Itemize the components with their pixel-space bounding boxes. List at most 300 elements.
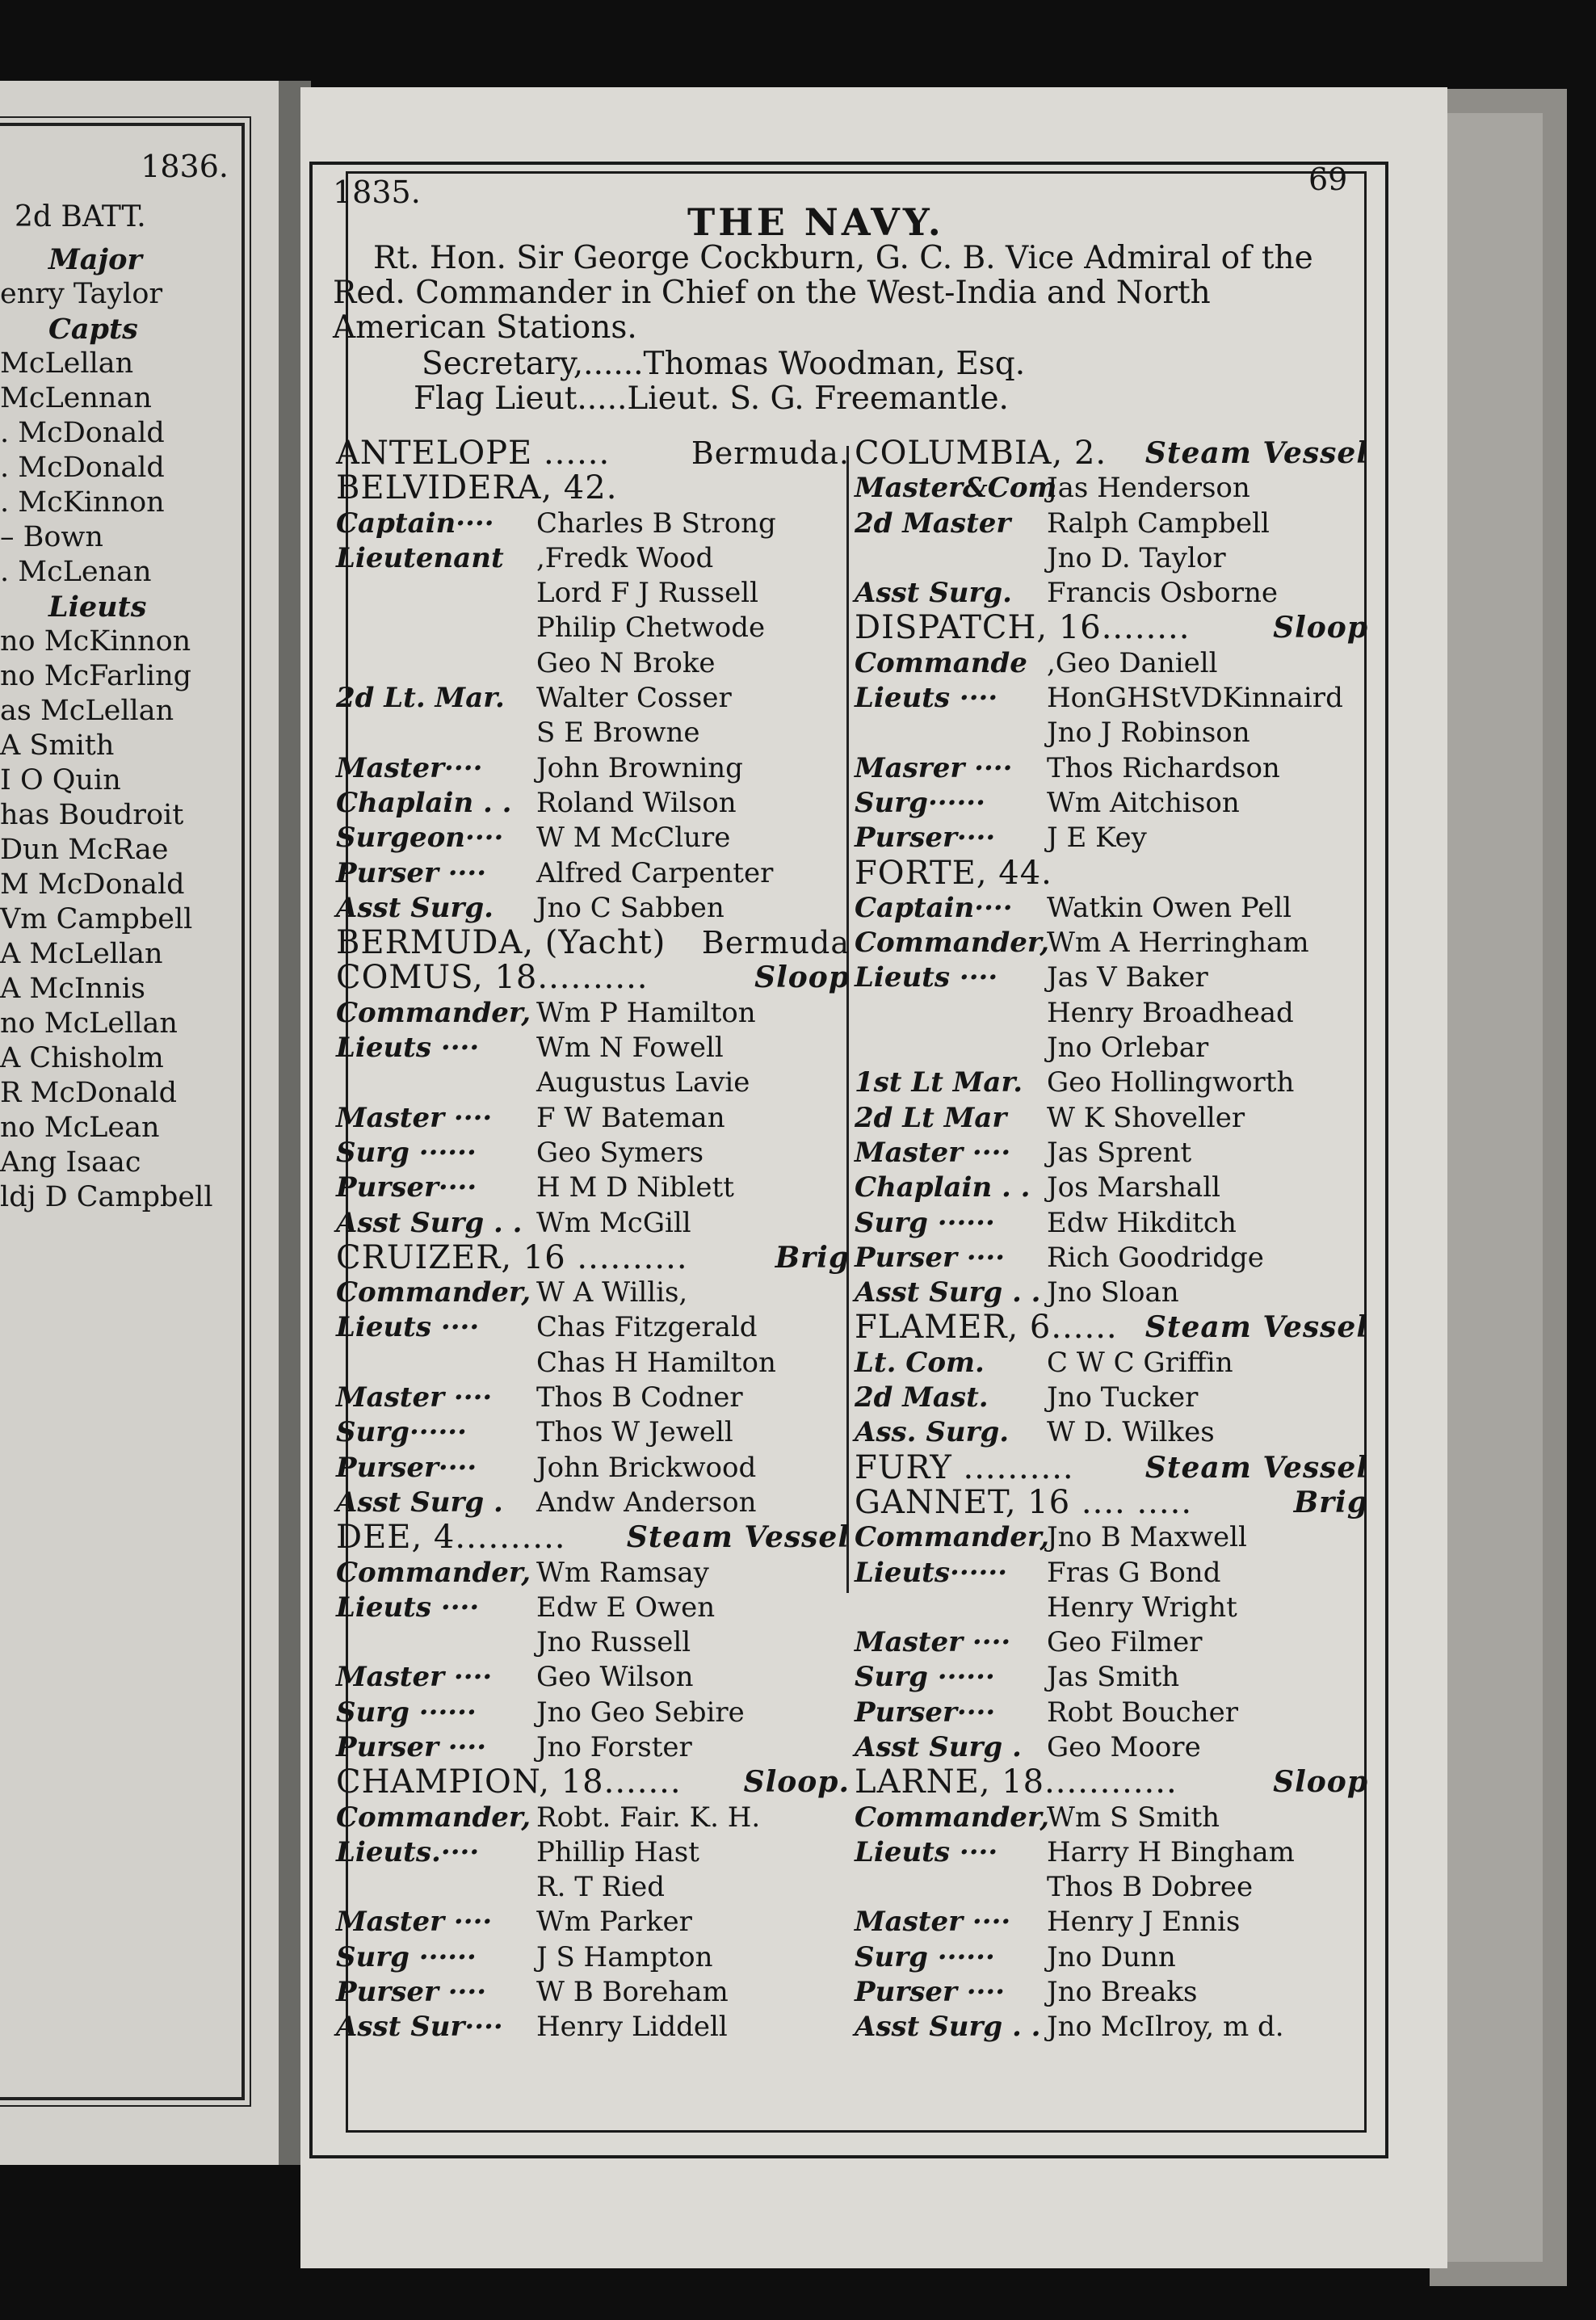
officer-name: Alfred Carpenter <box>536 856 774 889</box>
officer-row <box>336 786 853 821</box>
officer-row <box>855 960 1371 995</box>
officer-row <box>336 1486 853 1520</box>
ship-name: BERMUDA, (Yacht) <box>336 924 666 962</box>
officer-name: Lord F J Russell <box>536 577 758 610</box>
facing-officer-name: A Smith <box>0 729 115 762</box>
officer-row <box>336 1975 853 2010</box>
officer-name: Henry J Ennis <box>1047 1906 1241 1939</box>
officer-rank: Master ···· <box>336 1101 493 1134</box>
facing-officer-name: Dun McRae <box>0 834 169 866</box>
officer-row <box>336 1625 853 1660</box>
officer-name: Wm A Herringham <box>1047 927 1309 960</box>
officer-rank: Surgeon···· <box>336 822 504 855</box>
officer-row <box>855 576 1371 611</box>
ship-name: CRUIZER, 16 .......... <box>336 1238 688 1276</box>
ship-type: Sloop <box>1273 1765 1368 1800</box>
officer-name: Edw Hikditch <box>1047 1206 1237 1239</box>
officer-name: Jno D. Taylor <box>1047 541 1226 574</box>
facing-rank-heading: Lieuts <box>48 591 147 624</box>
officer-row <box>855 1591 1371 1625</box>
officer-rank: Lieuts ···· <box>336 1591 480 1624</box>
officer-rank: Commander, <box>336 996 531 1029</box>
facing-rank-heading: Major <box>48 243 142 276</box>
officer-row <box>855 1660 1371 1695</box>
ship-type: Steam Vessel <box>1144 1310 1368 1345</box>
officer-row <box>855 1206 1371 1241</box>
officer-name: Geo Moore <box>1047 1730 1201 1763</box>
officer-name: Jas Henderson <box>1047 472 1250 505</box>
facing-officer-name: no McFarling <box>0 660 192 692</box>
officer-row <box>855 1940 1371 1975</box>
ship-entry <box>336 1520 853 1555</box>
officer-rank: Asst Surg. <box>855 577 1013 610</box>
officer-row <box>855 716 1371 750</box>
officer-row <box>855 1905 1371 1940</box>
ship-name: FURY .......... <box>855 1448 1074 1486</box>
officer-name: Jno Forster <box>536 1730 692 1763</box>
officer-rank: Purser···· <box>855 822 996 855</box>
officer-name: Henry Liddell <box>536 2011 728 2044</box>
officer-row <box>855 1415 1371 1450</box>
officer-row <box>336 1415 853 1450</box>
officer-row <box>336 891 853 926</box>
ship-entry <box>855 1483 1371 1521</box>
officer-row <box>336 1660 853 1695</box>
officer-rank: Lt. Com. <box>855 1346 985 1379</box>
officer-rank: Master ···· <box>855 1136 1011 1169</box>
officer-name: Thos B Dobree <box>1047 1871 1254 1904</box>
officer-name: Rich Goodridge <box>1047 1241 1264 1274</box>
facing-officer-name: I O Quin <box>0 764 121 796</box>
officer-row <box>855 646 1371 681</box>
officer-row <box>855 1171 1371 1205</box>
officer-rank: Surg ······ <box>336 1696 477 1729</box>
officer-row <box>855 786 1371 821</box>
officer-name: Jno Geo Sebire <box>536 1696 745 1729</box>
officer-name: John Browning <box>536 751 743 784</box>
facing-officer-name: A McLellan <box>0 938 163 970</box>
ship-name: GANNET, 16 .... ..... <box>855 1483 1193 1521</box>
officer-name: R. T Ried <box>536 1871 666 1904</box>
ship-entry <box>855 436 1371 471</box>
officer-row <box>336 1101 853 1136</box>
officer-row <box>336 1730 853 1765</box>
officer-rank: 2d Mast. <box>855 1381 989 1414</box>
ship-type: Steam Vessel <box>1144 1450 1368 1485</box>
officer-name: Edw E Owen <box>536 1591 716 1624</box>
officer-row <box>855 1346 1371 1381</box>
officer-rank: Commander, <box>855 1521 1050 1554</box>
officer-row <box>336 1556 853 1591</box>
ship-name: DEE, 4.......... <box>336 1519 566 1557</box>
officer-name: Wm Aitchison <box>1047 786 1240 819</box>
officer-rank: Purser ···· <box>336 1976 487 2009</box>
facing-officer-name: A Chisholm <box>0 1042 164 1074</box>
officer-row <box>855 996 1371 1031</box>
officer-name: Wm S Smith <box>1047 1801 1220 1834</box>
facing-page-list <box>0 242 242 1215</box>
officer-rank: Captain···· <box>855 891 1013 924</box>
officer-row <box>855 1276 1371 1310</box>
page-edge-inner <box>1446 113 1543 2262</box>
ship-type: Sloop <box>754 960 850 995</box>
officer-row <box>855 1065 1371 1100</box>
ship-station: Bermuda. <box>691 435 850 471</box>
facing-officer-name: no McLellan <box>0 1007 178 1040</box>
officer-rank: Master ···· <box>855 1626 1011 1659</box>
facing-officer-name: McLellan <box>0 347 134 380</box>
ship-type: Steam Vessel <box>626 1520 850 1555</box>
ship-type: Steam Vessel <box>1144 436 1368 470</box>
officer-rank: 2d Master <box>855 506 1011 540</box>
officer-name: Charles B Strong <box>536 506 776 540</box>
facing-officer-name: Vm Campbell <box>0 903 193 935</box>
officer-rank: Master ···· <box>855 1906 1011 1939</box>
officer-row <box>855 1730 1371 1765</box>
officer-name: W M McClure <box>536 822 731 855</box>
officer-rank: Surg ······ <box>855 1661 995 1694</box>
facing-officer-name: M McDonald <box>0 868 185 901</box>
officer-name: Wm N Fowell <box>536 1032 724 1065</box>
officer-name: Francis Osborne <box>1047 577 1279 610</box>
officer-row <box>855 1801 1371 1835</box>
officer-row <box>336 681 853 716</box>
officer-row <box>855 751 1371 786</box>
officer-name: Thos B Codner <box>536 1381 743 1414</box>
officer-row <box>855 506 1371 541</box>
officer-rank: Master ···· <box>336 1661 493 1694</box>
officer-rank: Purser ···· <box>855 1241 1006 1274</box>
facing-page-year: 1836. <box>141 149 229 184</box>
officer-rank: Asst Surg . . <box>855 2011 1041 2044</box>
officer-name: Augustus Lavie <box>536 1066 750 1099</box>
officer-name: Robt. Fair. K. H. <box>536 1801 761 1834</box>
officer-row <box>855 926 1371 960</box>
officer-name: John Brickwood <box>536 1451 757 1484</box>
officer-rank: Lieuts.···· <box>336 1835 480 1868</box>
officer-name: Jno B Maxwell <box>1047 1521 1247 1554</box>
officer-name: Thos Richardson <box>1047 751 1280 784</box>
ship-entry <box>336 1765 853 1800</box>
ship-entry <box>336 926 853 960</box>
officer-name: W K Shoveller <box>1047 1101 1245 1134</box>
officer-rank: Surg······ <box>336 1416 467 1449</box>
officer-rank: Captain···· <box>336 506 494 540</box>
facing-officer-name: R McDonald <box>0 1077 178 1109</box>
facing-officer-name: as McLellan <box>0 695 174 727</box>
officer-row <box>336 856 853 891</box>
ship-name: COMUS, 18.......... <box>336 959 649 997</box>
officer-row <box>855 1136 1371 1171</box>
officer-row <box>336 821 853 855</box>
facing-page <box>0 81 279 2165</box>
ship-name: FORTE, 44. <box>855 854 1052 892</box>
officer-rank: Asst Surg . <box>336 1486 503 1519</box>
officer-name: Jno Russell <box>536 1626 691 1659</box>
officer-name: ,Geo Daniell <box>1047 646 1218 679</box>
officer-row <box>855 1625 1371 1660</box>
officer-rank: Asst Sur···· <box>336 2011 503 2044</box>
officer-rank: Master ···· <box>336 1381 493 1414</box>
officer-name: Philip Chetwode <box>536 612 766 645</box>
officer-name: Watkin Owen Pell <box>1047 891 1292 924</box>
ship-type: Sloop. <box>743 1765 850 1800</box>
officer-rank: Purser ···· <box>855 1976 1006 2009</box>
officer-name: Chas H Hamilton <box>536 1346 776 1379</box>
officer-rank: Lieuts ···· <box>336 1032 480 1065</box>
ship-name: BELVIDERA, 42. <box>336 469 618 507</box>
commander-in-chief: Rt. Hon. Sir George Cockburn, G. C. B. Vice Admiral of the Red. Commander in Chief on the West-India and North American Stations. <box>333 240 1313 346</box>
officer-name: Geo Symers <box>536 1136 704 1169</box>
officer-row <box>336 1206 853 1241</box>
officer-rank: Lieuts ···· <box>855 1835 998 1868</box>
ship-name: CHAMPION, 18....... <box>336 1763 682 1801</box>
secretary-line: Secretary,......Thomas Woodman, Esq. <box>422 346 1026 382</box>
intro-block <box>333 241 1355 416</box>
ship-entry <box>855 856 1371 891</box>
officer-name: Thos W Jewell <box>536 1416 733 1449</box>
officer-name: Geo N Broke <box>536 646 716 679</box>
officer-name: Roland Wilson <box>536 786 737 819</box>
officer-row <box>855 1031 1371 1065</box>
ship-entry <box>336 471 853 506</box>
facing-page-subtitle: 2d BATT. <box>15 200 146 233</box>
officer-rank: Masrer ···· <box>855 751 1013 784</box>
officer-name: F W Bateman <box>536 1101 725 1134</box>
officer-name: ,Fredk Wood <box>536 541 714 574</box>
officer-row <box>855 1696 1371 1730</box>
ship-entry <box>855 611 1371 645</box>
facing-officer-name: has Boudroit <box>0 799 184 831</box>
facing-officer-name: no McLean <box>0 1112 160 1144</box>
officer-row <box>336 1696 853 1730</box>
officer-row <box>855 891 1371 926</box>
left-column <box>336 436 853 2045</box>
officer-name: Jno McIlroy, m d. <box>1047 2011 1284 2044</box>
officer-name: Chas Fitzgerald <box>536 1311 758 1344</box>
officer-name: W B Boreham <box>536 1976 729 2009</box>
officer-name: Jas V Baker <box>1047 961 1208 994</box>
officer-row <box>336 1276 853 1310</box>
officer-row <box>855 541 1371 576</box>
officer-rank: Master ···· <box>336 1906 493 1939</box>
officer-row <box>855 1556 1371 1591</box>
ship-name: ANTELOPE ...... <box>336 435 611 472</box>
right-column <box>855 436 1371 2045</box>
officer-rank: Purser···· <box>336 1171 477 1204</box>
officer-row <box>336 1136 853 1171</box>
officer-rank: Lieuts ···· <box>336 1311 480 1344</box>
officer-name: Harry H Bingham <box>1047 1835 1295 1868</box>
officer-row <box>855 1520 1371 1555</box>
ship-name: LARNE, 18............ <box>855 1763 1178 1801</box>
facing-officer-name: . McDonald <box>0 452 165 484</box>
officer-row <box>336 1591 853 1625</box>
officer-rank: Purser ···· <box>336 1730 487 1763</box>
officer-row <box>336 576 853 611</box>
officer-row <box>336 1870 853 1905</box>
officer-name: Jno Breaks <box>1047 1976 1198 2009</box>
page-year: 1835. <box>333 174 421 210</box>
officer-name: Jas Smith <box>1047 1661 1180 1694</box>
officer-row <box>855 2010 1371 2045</box>
facing-officer-name: . McDonald <box>0 417 165 449</box>
officer-rank: 2d Lt Mar <box>855 1101 1007 1134</box>
officer-rank: Commander, <box>336 1556 531 1589</box>
officer-rank: Master&Com <box>855 472 1057 505</box>
officer-name: Phillip Hast <box>536 1835 699 1868</box>
officer-name: Robt Boucher <box>1047 1696 1238 1729</box>
officer-rank: Asst Surg . . <box>336 1206 523 1239</box>
officer-row <box>336 1381 853 1415</box>
officer-rank: Purser···· <box>336 1451 477 1484</box>
officer-row <box>855 1381 1371 1415</box>
officer-row <box>855 1101 1371 1136</box>
facing-officer-name: ldj D Campbell <box>0 1181 213 1213</box>
officer-rank: Ass. Surg. <box>855 1416 1010 1449</box>
officer-row <box>855 1975 1371 2010</box>
page-title: THE NAVY. <box>687 200 944 244</box>
officer-name: Geo Filmer <box>1047 1626 1203 1659</box>
officer-name: J S Hampton <box>536 1940 713 1973</box>
officer-name: W D. Wilkes <box>1047 1416 1215 1449</box>
officer-row <box>336 646 853 681</box>
ship-name: FLAMER, 6...... <box>855 1309 1118 1347</box>
facing-officer-name: no McKinnon <box>0 625 191 658</box>
officer-name: Geo Wilson <box>536 1661 694 1694</box>
officer-name: J E Key <box>1047 822 1147 855</box>
officer-name: Jno C Sabben <box>536 891 724 924</box>
officer-rank: Lieuts ···· <box>855 961 998 994</box>
officer-row <box>336 1346 853 1381</box>
officer-rank: Commande <box>855 646 1027 679</box>
officer-rank: Lieutenant <box>336 541 504 574</box>
ship-entry <box>855 1765 1371 1800</box>
officer-row <box>336 1171 853 1205</box>
officer-row <box>336 1451 853 1486</box>
officer-name: Jno Sloan <box>1047 1276 1179 1309</box>
facing-officer-name: . McLenan <box>0 556 152 588</box>
officer-name: Wm McGill <box>536 1206 691 1239</box>
facing-officer-name: . McKinnon <box>0 486 165 519</box>
officer-rank: Surg ······ <box>336 1136 477 1169</box>
officer-rank: Asst Surg. <box>336 891 494 924</box>
ship-type: Sloop <box>1273 611 1368 645</box>
officer-row <box>336 506 853 541</box>
officer-row <box>855 471 1371 506</box>
officer-row <box>336 751 853 786</box>
officer-row <box>336 2010 853 2045</box>
officer-rank: Surg ······ <box>855 1206 995 1239</box>
officer-name: S E Browne <box>536 717 700 750</box>
ship-type: Brig <box>775 1240 850 1275</box>
officer-rank: Surg······ <box>855 786 985 819</box>
officer-rank: Chaplain . . <box>855 1171 1031 1204</box>
page-number: 69 <box>1308 162 1348 197</box>
officer-row <box>336 1801 853 1835</box>
officer-rank: Commander, <box>336 1276 531 1309</box>
officer-row <box>336 1940 853 1975</box>
ship-entry <box>336 436 853 471</box>
officer-rank: Purser ···· <box>336 856 487 889</box>
officer-rank: Chaplain . . <box>336 786 512 819</box>
officer-row <box>336 611 853 645</box>
officer-row <box>336 1310 853 1345</box>
ship-entry <box>855 1448 1371 1486</box>
officer-name: Walter Cosser <box>536 682 732 715</box>
ship-entry <box>336 1238 853 1276</box>
ship-name: DISPATCH, 16........ <box>855 609 1191 647</box>
ship-entry <box>855 1310 1371 1345</box>
officer-rank: Commander, <box>855 1801 1050 1834</box>
officer-name: Jas Sprent <box>1047 1136 1192 1169</box>
officer-name: Jno Tucker <box>1047 1381 1199 1414</box>
officer-name: Ralph Campbell <box>1047 506 1270 540</box>
officer-rank: Commander, <box>855 927 1050 960</box>
officer-row <box>336 1905 853 1940</box>
officer-row <box>336 541 853 576</box>
officer-rank: Asst Surg . <box>855 1730 1022 1763</box>
officer-rank: Commander, <box>336 1801 531 1834</box>
officer-row <box>336 1835 853 1870</box>
officer-row <box>336 716 853 750</box>
officer-name: Jno Orlebar <box>1047 1032 1209 1065</box>
officer-rank: Surg ······ <box>855 1940 995 1973</box>
officer-rank: Surg ······ <box>336 1940 477 1973</box>
officer-name: Wm Parker <box>536 1906 692 1939</box>
officer-row <box>336 1031 853 1065</box>
facing-officer-name: enry Taylor <box>0 278 163 310</box>
officer-rank: Lieuts ···· <box>855 682 998 715</box>
officer-row <box>336 996 853 1031</box>
flag-lieut-line: Flag Lieut.....Lieut. S. G. Freemantle. <box>414 380 1009 417</box>
officer-name: Jno Dunn <box>1047 1940 1176 1973</box>
officer-name: Wm Ramsay <box>536 1556 709 1589</box>
facing-rank-heading: Capts <box>48 313 138 346</box>
officer-name: Jno J Robinson <box>1047 717 1250 750</box>
ship-station: Bermuda <box>701 925 850 961</box>
officer-rank: Master···· <box>336 751 483 784</box>
ship-name: COLUMBIA, 2. <box>855 435 1107 472</box>
officer-name: Fras G Bond <box>1047 1556 1221 1589</box>
facing-officer-name: – Bown <box>0 521 103 553</box>
officer-rank: 2d Lt. Mar. <box>336 682 505 715</box>
officer-row <box>855 1241 1371 1276</box>
officer-rank: Lieuts······ <box>855 1556 1008 1589</box>
officer-name: HonGHStVDKinnaird <box>1047 682 1343 715</box>
facing-officer-name: A McInnis <box>0 973 145 1005</box>
officer-name: Jos Marshall <box>1047 1171 1221 1204</box>
officer-row <box>336 1065 853 1100</box>
officer-name: Geo Hollingworth <box>1047 1066 1295 1099</box>
officer-name: H M D Niblett <box>536 1171 734 1204</box>
ship-entry <box>336 960 853 995</box>
officer-row <box>855 1835 1371 1870</box>
officer-name: Henry Broadhead <box>1047 996 1294 1029</box>
officer-rank: 1st Lt Mar. <box>855 1066 1023 1099</box>
officer-rank: Asst Surg . . <box>855 1276 1041 1309</box>
officer-name: Andw Anderson <box>536 1486 757 1519</box>
facing-officer-name: Ang Isaac <box>0 1146 141 1179</box>
officer-row <box>855 821 1371 855</box>
officer-name: W A Willis, <box>536 1276 688 1309</box>
officer-name: C W C Griffin <box>1047 1346 1233 1379</box>
officer-row <box>855 1870 1371 1905</box>
officer-row <box>855 681 1371 716</box>
officer-name: Henry Wright <box>1047 1591 1237 1624</box>
facing-officer-name: McLennan <box>0 382 152 414</box>
officer-name: Wm P Hamilton <box>536 996 756 1029</box>
